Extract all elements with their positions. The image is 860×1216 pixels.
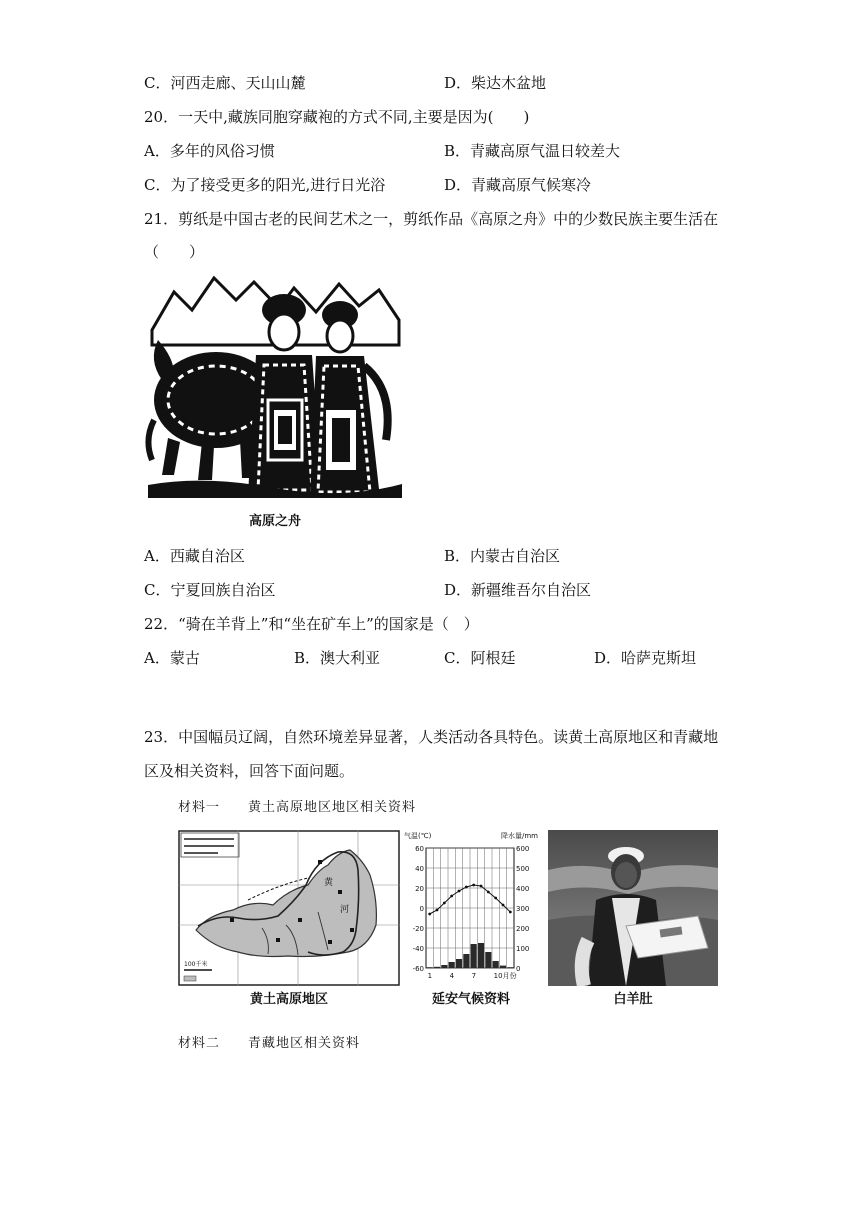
paper-cut-image [144, 270, 406, 532]
map-scale-label: 100千米 [184, 961, 208, 968]
right-tick-label: 0 [516, 965, 521, 973]
material-two-label: 材料二 青藏地区相关资料 [178, 1036, 361, 1051]
left-tick-label: -20 [412, 925, 424, 933]
loess-plateau-map [178, 830, 400, 1006]
right-tick-label: 400 [516, 885, 530, 893]
photo-caption: 白羊肚 [613, 992, 653, 1007]
left-axis-title: 气温(℃) [404, 832, 432, 840]
temperature-point [436, 909, 439, 912]
q21-stem: 21．剪纸是中国古老的民间艺术之一，剪纸作品《高原之舟》中的少数民族主要生活在 [144, 210, 719, 228]
right-tick-label: 100 [516, 945, 530, 953]
q22-option-d: D．哈萨克斯坦 [594, 649, 697, 667]
precipitation-bar [456, 959, 462, 968]
precipitation-bar [441, 965, 447, 968]
right-tick-label: 200 [516, 925, 530, 933]
x-tick-label: 7 [471, 972, 477, 980]
left-tick-label: 60 [415, 845, 424, 853]
right-tick-label: 500 [516, 865, 530, 873]
q23-stem-cont: 区及相关资料，回答下面问题。 [144, 762, 355, 780]
right-tick-label: 600 [516, 845, 530, 853]
yanan-climate-chart [402, 828, 540, 1006]
precipitation-bar [478, 943, 484, 968]
precipitation-bar [493, 961, 499, 968]
left-tick-label: 40 [415, 865, 424, 873]
precipitation-bar [471, 944, 477, 968]
q22-stem: 22．“骑在羊背上”和“坐在矿车上”的国家是（ ） [144, 615, 479, 633]
map-river-label-1: 黄 [324, 878, 334, 888]
q22-option-c: C．阿根廷 [444, 649, 516, 667]
left-tick-label: -60 [412, 965, 424, 973]
q21-stem-cont: （ ） [144, 243, 205, 261]
q23-stem: 23．中国幅员辽阔，自然环境差异显著，人类活动各具特色。读黄土高原地区和青藏地 [144, 728, 719, 746]
temperature-point [509, 911, 512, 914]
right-tick-label: 300 [516, 905, 530, 913]
q19-option-d: D．柴达木盆地 [444, 74, 547, 92]
map-graphic [178, 830, 400, 986]
material-one-label: 材料一 黄土高原地区地区相关资料 [178, 800, 417, 815]
right-axis-title: 降水量/mm [501, 832, 538, 840]
left-tick-label: 20 [415, 885, 424, 893]
precipitation-bar [434, 967, 440, 968]
temperature-point [494, 897, 497, 900]
paper-cut-artwork [144, 270, 406, 510]
temperature-point [443, 902, 446, 905]
precipitation-bar [500, 966, 506, 968]
x-tick-label: 10月份 [493, 972, 517, 980]
temperature-point [450, 895, 453, 898]
q21-option-d: D．新疆维吾尔自治区 [444, 581, 592, 599]
map-caption: 黄土高原地区 [249, 992, 328, 1007]
q22-option-a: A．蒙古 [144, 649, 200, 667]
temperature-point [480, 885, 483, 888]
x-tick-label: 4 [449, 972, 455, 980]
q20-option-d: D．青藏高原气候寒冷 [444, 176, 592, 194]
q21-option-b: B．内蒙古自治区 [444, 547, 561, 565]
q21-option-c: C．宁夏回族自治区 [144, 581, 276, 599]
precipitation-bar [463, 954, 469, 968]
q22-option-b: B．澳大利亚 [294, 649, 381, 667]
temperature-point [458, 890, 461, 893]
q20-option-b: B．青藏高原气温日较差大 [444, 142, 621, 160]
q20-stem: 20．一天中,藏族同胞穿藏袍的方式不同,主要是因为( ) [144, 108, 530, 126]
map-river-label-2: 河 [340, 905, 350, 915]
climate-caption: 延安气候资料 [431, 992, 510, 1007]
temperature-point [428, 913, 431, 916]
paper-cut-caption: 高原之舟 [248, 514, 301, 529]
temperature-point [465, 886, 468, 889]
photo-graphic [548, 830, 718, 986]
temperature-point [502, 904, 505, 907]
x-tick-label: 1 [427, 972, 433, 980]
left-tick-label: 0 [419, 905, 424, 913]
precipitation-bar [485, 952, 491, 968]
temperature-point [472, 884, 475, 887]
left-tick-label: -40 [412, 945, 424, 953]
q19-option-c: C．河西走廊、天山山麓 [144, 74, 306, 92]
q20-option-a: A．多年的风俗习惯 [144, 142, 275, 160]
q21-option-a: A．西藏自治区 [144, 547, 245, 565]
precipitation-bar [507, 967, 513, 968]
q20-option-c: C．为了接受更多的阳光,进行日光浴 [144, 176, 386, 194]
climate-chart-svg [402, 828, 540, 986]
precipitation-bar [449, 962, 455, 968]
temperature-point [487, 891, 490, 894]
white-towel-photo [548, 830, 718, 1006]
precipitation-bar [427, 967, 433, 968]
